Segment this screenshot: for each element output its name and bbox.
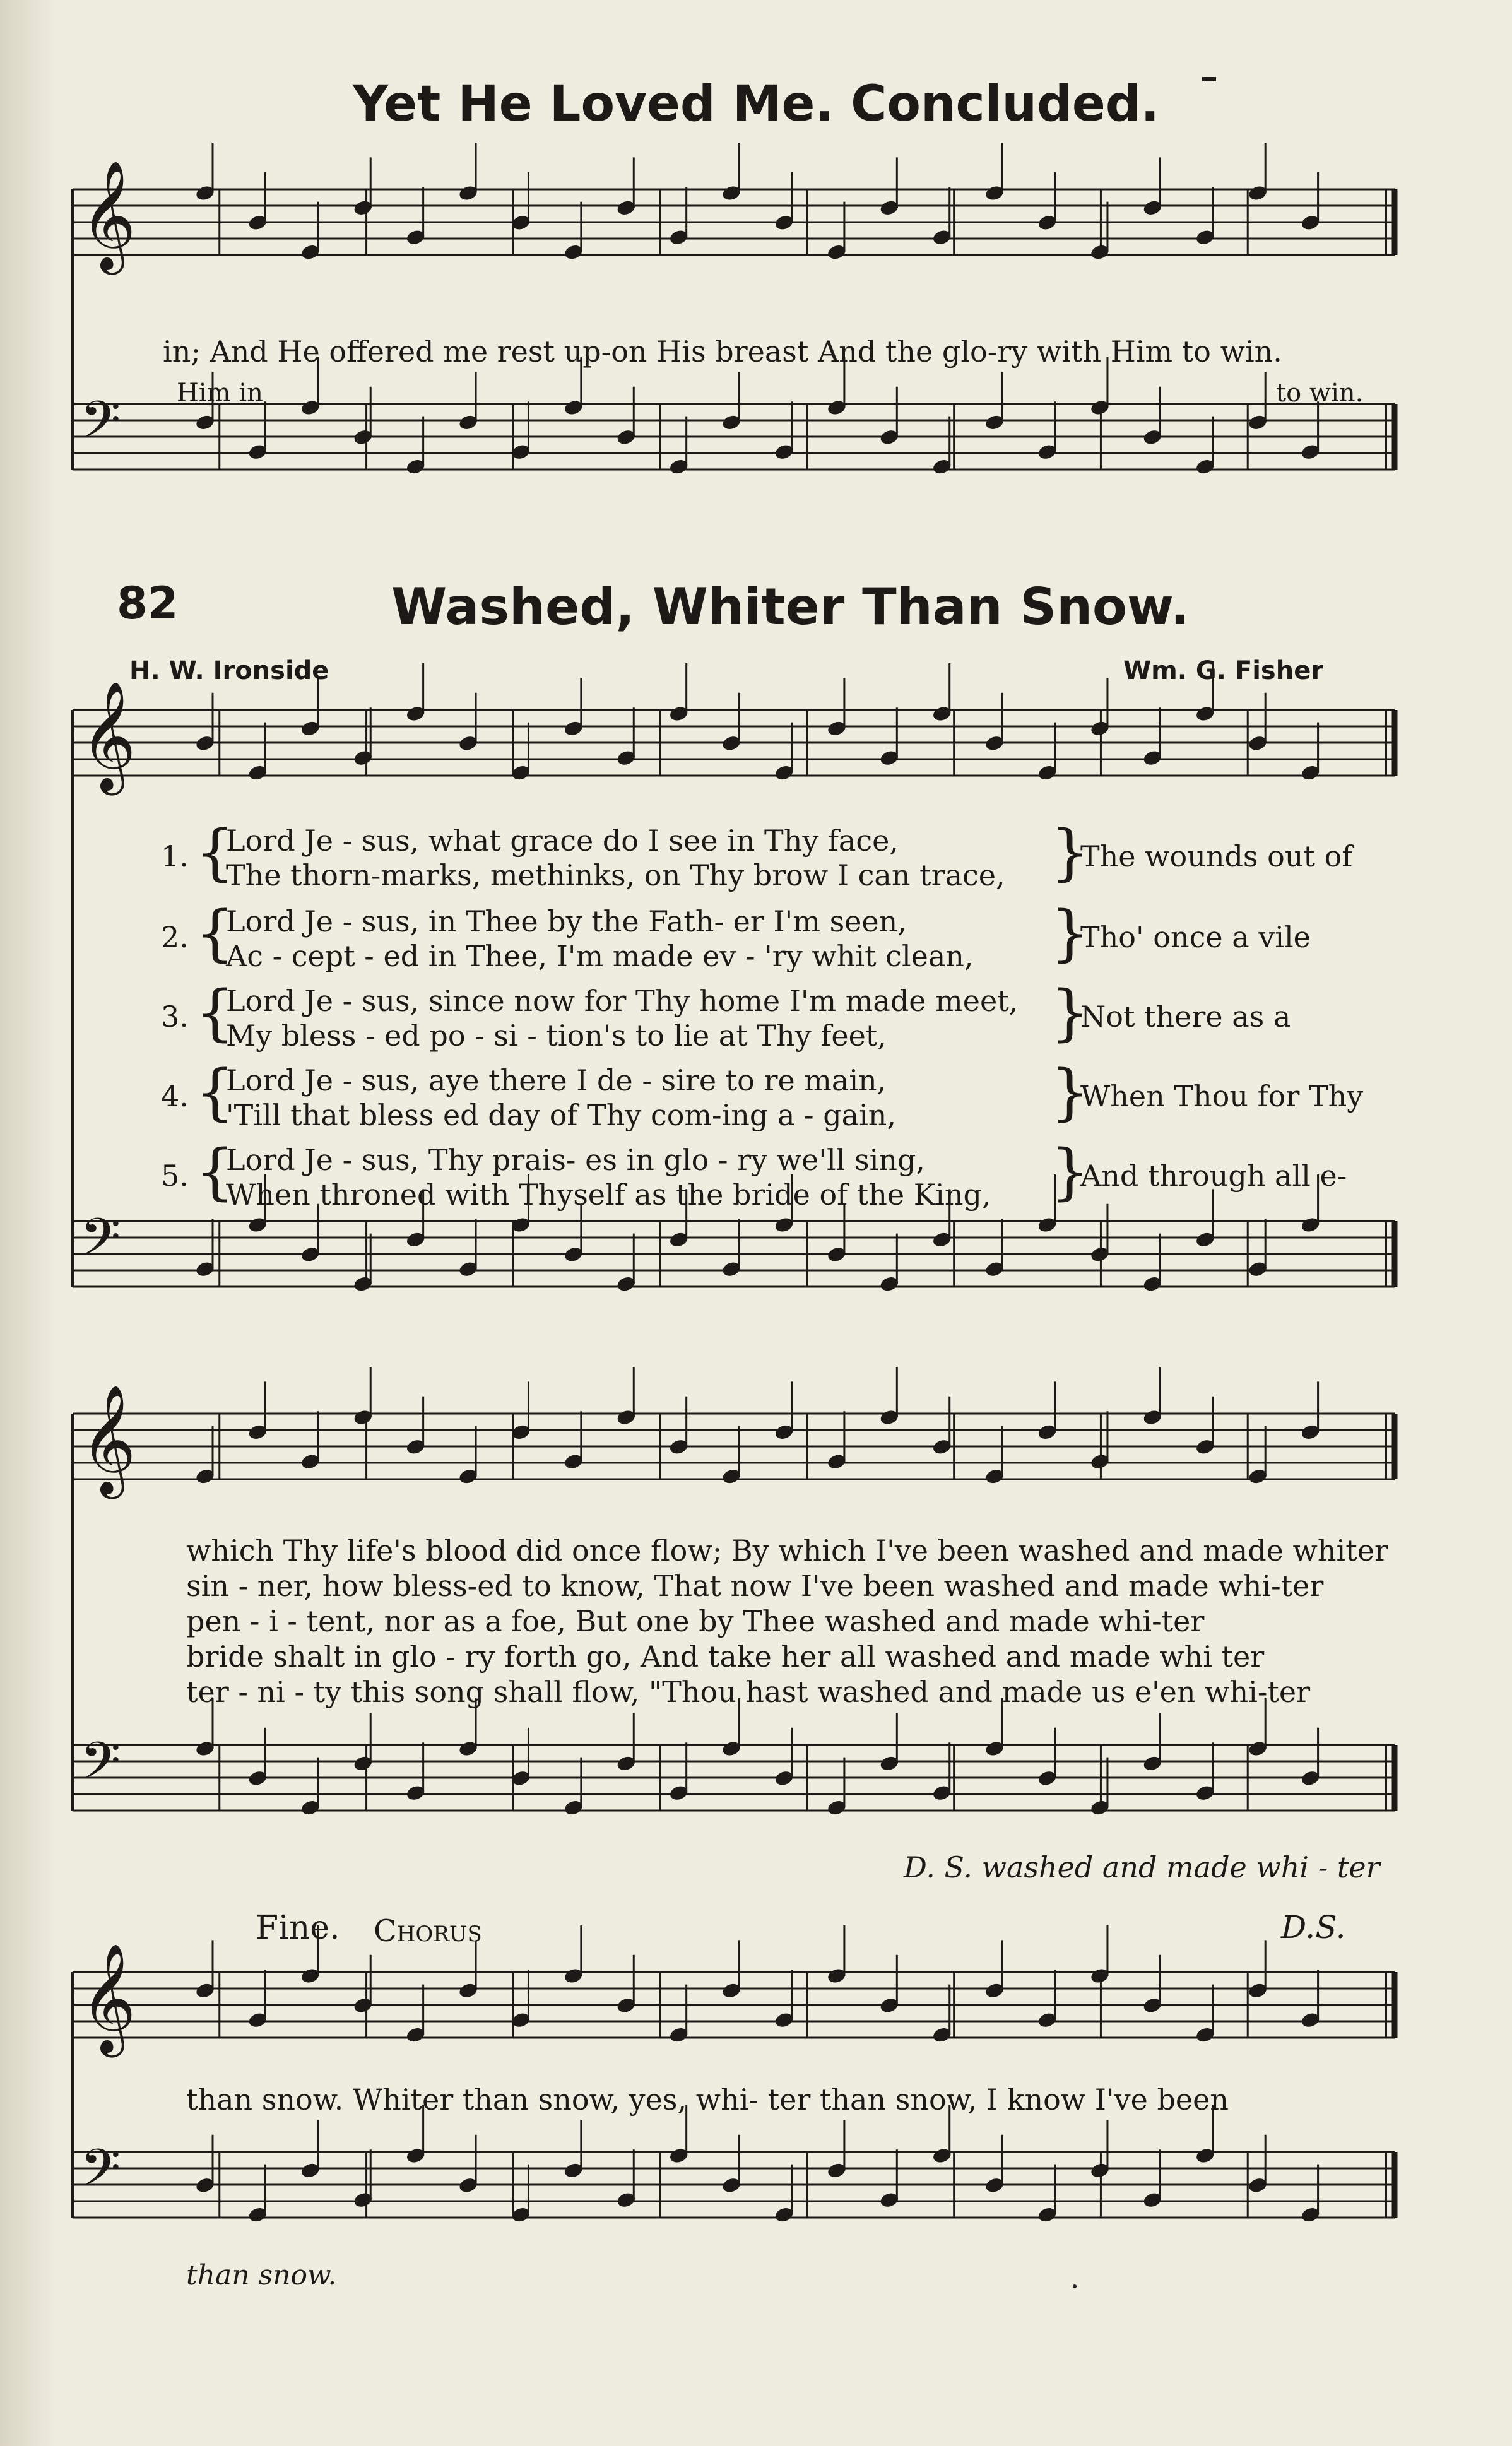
page-dot — [1073, 2284, 1077, 2288]
svg-text:𝄞: 𝄞 — [80, 1385, 136, 1494]
ds-label: D.S. — [1281, 1909, 1346, 1946]
song1-bass-left: Him in — [177, 379, 263, 408]
verse-line: When throned with Thyself as the bride of the King, — [226, 1178, 991, 1212]
svg-text:𝄢: 𝄢 — [80, 1730, 121, 1804]
fine-label: Fine. — [256, 1909, 340, 1947]
continuation-line: ter - ni - ty this song shall flow, "Thou hast washed and made us e'en whi-ter — [186, 1675, 1311, 1709]
continuation-line: which Thy life's blood did once flow; By which I've been washed and made whiter — [186, 1533, 1388, 1568]
verse-brace-right: } — [1051, 898, 1090, 969]
song2-title: Washed, Whiter Than Snow. — [391, 577, 1190, 636]
chorus-lyric: than snow. Whiter than snow, yes, whi- ter than snow, I know I've been — [186, 2083, 1229, 2117]
verse-number: 3. — [161, 1000, 189, 1034]
svg-text:𝄢: 𝄢 — [80, 389, 121, 463]
verse-brace-right: } — [1051, 817, 1090, 888]
verse-tail: Not there as a — [1080, 1000, 1291, 1034]
verse-tail: When Thou for Thy — [1080, 1079, 1364, 1113]
song1-lyric: in; And He offered me rest up-on His breast And the glo-ry with Him to win. — [163, 334, 1282, 369]
verse-brace-left: { — [196, 978, 235, 1048]
verse-number: 5. — [161, 1159, 189, 1193]
verse-tail: The wounds out of — [1080, 839, 1353, 873]
svg-text:𝄢: 𝄢 — [80, 1207, 121, 1280]
svg-text:𝄢: 𝄢 — [80, 2137, 121, 2211]
verse-brace-left: { — [196, 1137, 235, 1207]
svg-text:𝄞: 𝄞 — [80, 1943, 136, 2053]
verse-brace-left: { — [196, 817, 235, 888]
lyricist: H. W. Ironside — [129, 656, 329, 685]
svg-text:𝄞: 𝄞 — [80, 681, 136, 791]
verse-line: 'Till that bless ed day of Thy com-ing a - gain, — [226, 1098, 897, 1132]
verse-brace-right: } — [1051, 1057, 1090, 1128]
verse-brace-left: { — [196, 898, 235, 969]
verse-line: The thorn-marks, methinks, on Thy brow I can trace, — [226, 858, 1005, 892]
verse-line: Lord Je - sus, Thy prais- es in glo - ry we'll sing, — [226, 1143, 926, 1177]
verse-line: My bless - ed po - si - tion's to lie at Thy feet, — [226, 1019, 887, 1053]
verse-line: Ac - cept - ed in Thee, I'm made ev - 'ry whit clean, — [226, 939, 974, 973]
composer: Wm. G. Fisher — [1123, 656, 1324, 685]
verse-tail: Tho' once a vile — [1080, 920, 1311, 954]
verse-line: Lord Je - sus, since now for Thy home I'm made meet, — [226, 984, 1019, 1018]
verse-line: Lord Je - sus, what grace do I see in Thy face, — [226, 824, 899, 858]
continuation-line: bride shalt in glo - ry forth go, And take her all washed and made whi ter — [186, 1640, 1265, 1674]
verse-line: Lord Je - sus, aye there I de - sire to re main, — [226, 1063, 887, 1097]
song1-title: Yet He Loved Me. Concluded. — [352, 76, 1160, 133]
verse-brace-left: { — [196, 1057, 235, 1128]
verse-line: Lord Je - sus, in Thee by the Fath- er I'm seen, — [226, 904, 907, 938]
verse-number: 4. — [161, 1079, 189, 1113]
verse-brace-right: } — [1051, 1137, 1090, 1207]
verse-brace-right: } — [1051, 978, 1090, 1048]
verse-number: 1. — [161, 839, 189, 873]
chorus-label: Chorus — [374, 1913, 482, 1949]
verse-tail: And through all e- — [1080, 1159, 1347, 1193]
bass-end-lyric: than snow. — [186, 2259, 337, 2291]
continuation-line: pen - i - tent, nor as a foe, But one by Thee washed and made whi-ter — [186, 1604, 1205, 1638]
hymn-number: 82 — [117, 577, 179, 629]
verse-number: 2. — [161, 920, 189, 954]
song1-bass-right: to win. — [1276, 379, 1364, 408]
continuation-line: sin - ner, how bless-ed to know, That now I've been washed and made whi-ter — [186, 1569, 1324, 1603]
svg-text:𝄞: 𝄞 — [80, 160, 136, 270]
dal-segno-text: D. S. washed and made whi - ter — [904, 1850, 1380, 1884]
